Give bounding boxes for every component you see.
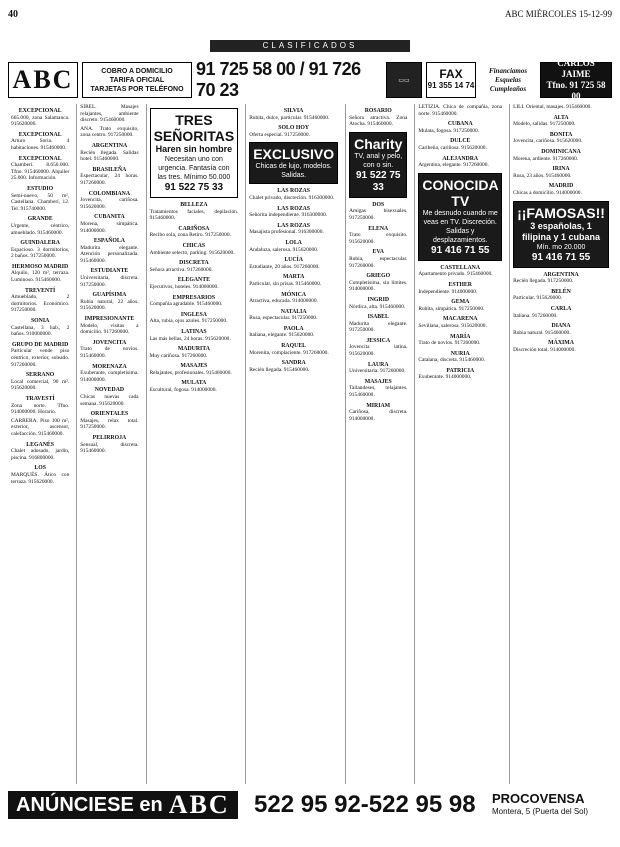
classified-entry: Morena, simpática. 914000000.: [80, 220, 139, 234]
classified-columns: [8, 104, 612, 784]
category-heading: RAQUEL: [281, 343, 307, 350]
classified-entry: Ejecutivos, hoteles. 914000000.: [149, 283, 219, 290]
category-heading: JESSICA: [366, 337, 391, 344]
order-line-1: COBRO A DOMICILIO: [101, 67, 173, 75]
classified-entry: Chicas a domicilio. 914000000.: [513, 189, 582, 196]
category-heading: MASAJES: [364, 378, 392, 385]
category-heading: PELIRROJA: [92, 434, 127, 441]
category-heading: ROSARIO: [364, 108, 392, 114]
classified-entry: Discreción total. 914000000.: [513, 346, 576, 353]
classified-entry: Recibo sola, zona Retiro. 917250000.: [149, 232, 231, 239]
category-heading: SERRANO: [25, 372, 55, 379]
classified-entry: Rusa, 23 años. 915460000.: [513, 172, 572, 179]
cassette-icon: ▭▭: [386, 62, 422, 98]
classified-entry: Castellana, 3 hab., 2 baños. 910000000.: [11, 324, 70, 338]
classified-entry: Arturo Soria. 4 habitaciones. 915460000.: [11, 138, 70, 151]
classified-entry: Las más bellas, 24 horas. 915620000.: [149, 335, 231, 342]
category-heading: MACARENA: [443, 316, 478, 323]
classified-entry: Morena, ardiente. 917260000.: [513, 155, 579, 162]
category-heading: DOS: [372, 201, 385, 208]
classified-entry: Masajista profesional. 916300000.: [249, 229, 324, 236]
display-ad: [418, 173, 502, 261]
anunciese-banner: [8, 791, 238, 819]
classified-entry: Señorita independiente. 916300000.: [249, 212, 328, 219]
category-heading: ALTA: [553, 114, 569, 121]
category-heading: BRASILEÑA: [92, 166, 127, 173]
category-heading: INGLESA: [180, 311, 207, 318]
classified-entry: Nórdica, alta. 915460000.: [349, 303, 406, 310]
category-heading: ARGENTINA: [91, 142, 128, 149]
classified-entry: Señora atractiva. Zona Atocha. 915460000.: [349, 114, 408, 128]
category-heading: CHICAS: [182, 242, 206, 249]
classified-entry: Independiente. 914000000.: [418, 288, 478, 295]
category-heading: ESTUDIANTE: [90, 268, 129, 275]
category-heading: ESTHER: [448, 281, 472, 288]
procovensa-name: PROCOVENSA: [492, 791, 585, 806]
ad-big: TRES SEÑORITAS: [153, 112, 235, 144]
classified-entry: Alquilo, 120 m², terraza. Luminoso. 915460000.: [11, 270, 70, 284]
column-7: [509, 104, 612, 784]
footer-phones: 522 95 92-522 95 98: [254, 791, 476, 818]
finance-line-1: Financiamos: [488, 66, 528, 75]
category-heading: DULCE: [450, 138, 471, 145]
classified-entry: Urgente, céntrico, amueblado. 915460000.: [11, 222, 70, 236]
ad-big: Charity: [354, 135, 403, 152]
category-heading: GUAPÍSIMA: [92, 292, 127, 299]
classified-entry: Recién llegada. 915460000.: [249, 366, 310, 373]
category-heading: HERMOSO MADRID: [12, 263, 69, 270]
category-heading: DISCRETA: [179, 260, 209, 267]
category-heading: DOMINICANA: [541, 148, 581, 155]
category-heading: CUBANITA: [94, 214, 125, 221]
classified-entry: Oferta especial. 917250000.: [249, 131, 310, 138]
classified-entry: Tratamientos faciales, depilación. 915460000.: [149, 208, 239, 222]
category-heading: COLOMBIANA: [88, 190, 131, 197]
category-heading: CARIÑOSA: [178, 225, 210, 232]
ad-mid: Haren sin hombre: [155, 144, 233, 154]
classified-entry: Amigas bisexuales. 917250000.: [349, 208, 408, 221]
category-heading: MADRID: [548, 183, 574, 190]
category-heading: ELEGANTE: [177, 277, 210, 284]
column-2: [76, 104, 141, 784]
category-heading: EXCEPCIONAL: [18, 131, 62, 138]
classified-entry: Sensual, discreta. 915460000.: [80, 441, 139, 455]
ad-big: EXCLUSIVO: [253, 146, 335, 163]
category-heading: ESTUDIO: [27, 185, 54, 192]
category-heading: SOLO HOY: [278, 125, 310, 132]
classified-entry: Universitaria. 917260000.: [349, 368, 406, 375]
procovensa-address: Montera, 5 (Puerta del Sol): [492, 807, 589, 816]
carlos-jaime-box: [540, 58, 612, 101]
category-heading: DIANA: [551, 323, 571, 330]
category-heading: PAOLA: [283, 325, 304, 332]
ad-sm: Me desnudo cuando me veas en TV. Discreción. Salidas y desplazamientos.: [422, 209, 498, 244]
classified-entry: Italiana. 917260000.: [513, 312, 558, 319]
category-heading: ISABEL: [367, 314, 389, 321]
category-heading: LAURA: [367, 361, 389, 368]
category-heading: GUINDALERA: [20, 240, 60, 247]
carlos-line-2: JAIME: [561, 69, 591, 79]
category-heading: LOLA: [285, 239, 302, 246]
classified-entry: Italiana, elegante. 915620000.: [249, 332, 315, 339]
classified-entry: Modelo, visitas a domicilio. 917260000.: [80, 322, 139, 336]
category-heading: MADURITA: [177, 346, 210, 353]
classified-entry: Exuberante, completísima. 914000000.: [80, 370, 139, 383]
category-heading: SILVIA: [283, 108, 304, 114]
category-heading: NURIA: [450, 350, 470, 357]
classified-entry: Atractiva, educada. 914000000.: [249, 298, 318, 305]
classified-entry: Trato de novios. 917260000.: [418, 340, 481, 347]
display-ad: [349, 132, 407, 198]
ad-sm: TV, anal y pelo, con o sin.: [354, 152, 403, 169]
category-heading: MÁXIMA: [548, 340, 574, 347]
category-heading: INGRID: [367, 296, 390, 303]
category-heading: LUCÍA: [284, 257, 303, 264]
classified-entry: Completísima, sin límites. 914000000.: [349, 279, 408, 293]
category-heading: EMPRESARIOS: [172, 294, 216, 301]
category-heading: PATRICIA: [446, 367, 475, 374]
category-heading: LAS ROZAS: [277, 222, 310, 229]
category-heading: MIRIAM: [366, 402, 391, 409]
category-heading: EXCEPCIONAL: [18, 108, 62, 114]
classified-entry: Modelo, salidas. 917250000.: [513, 121, 576, 128]
category-heading: JOVENCITA: [92, 339, 127, 346]
classified-entry: Morenita, complaciente. 917260000.: [249, 349, 329, 356]
abc-logo: ABC: [8, 62, 78, 98]
classified-entry: Universitaria, discreta. 917250000.: [80, 275, 139, 288]
category-heading: LOS: [34, 465, 46, 472]
order-line-3: TARJETAS POR TELÉFONO: [90, 85, 184, 93]
classified-entry: Particular vende piso céntrico, exterior, soleado. 917260000.: [11, 348, 70, 368]
category-heading: GRIEGO: [366, 273, 391, 280]
classified-entry: Alta, rubia, ojos azules. 917250000.: [149, 318, 228, 325]
order-line-2: TARIFA OFICIAL: [109, 76, 165, 84]
column-3: [146, 104, 242, 784]
category-heading: IRINA: [552, 166, 570, 173]
classified-entry: Recién llegada. 917250000.: [513, 278, 574, 285]
column-1: [8, 104, 72, 784]
classified-entry: LETIZIA. Chica de compañía, zona norte. 915460000.: [418, 104, 503, 117]
carlos-line-3: Tfno. 91 725 58 00: [546, 80, 606, 101]
classified-entry: Semi-nuevo, 50 m², Castellana. Chamberí, 12. Tel. 915740000.: [11, 192, 70, 212]
category-heading: ALEJANDRA: [442, 155, 479, 162]
classified-entry: Chalet adosado, jardín, piscina. 916800000.: [11, 448, 70, 461]
classified-entry: Masajes, relax total. 917250000.: [80, 417, 139, 431]
classified-entry: Jovencita, cariñosa. 915620000.: [513, 138, 583, 145]
section-title: CLASIFICADOS: [210, 40, 410, 52]
category-heading: MÓNICA: [281, 291, 307, 298]
display-ad: [513, 201, 609, 268]
classified-entry: Mulata, fogosa. 917250000.: [418, 127, 480, 134]
category-heading: BELÉN: [551, 288, 571, 295]
procovensa-box: [492, 792, 612, 818]
display-ad: [249, 142, 338, 184]
classified-entry: Compañía agradable. 915460000.: [149, 301, 223, 308]
ad-big: ¡¡FAMOSAS!!: [517, 204, 605, 221]
classified-entry: Zona norte. Tfno. 914000000. Horario.: [11, 402, 70, 416]
carlos-line-1: CARLOS: [557, 58, 595, 68]
classified-entry: Andaluza, salerosa. 915620000.: [249, 246, 319, 253]
classified-entry: Jovencita, cariñosa. 915620000.: [80, 197, 139, 210]
ad-mid: 3 españolas, 1 filipina y 1 cubana: [522, 220, 601, 242]
classified-entry: Chicas nuevas cada semana. 915620000.: [80, 393, 139, 407]
category-heading: GEMA: [451, 299, 470, 306]
classified-entry: Espacioso. 3 dormitorios, 2 baños. 917250000.: [11, 246, 70, 260]
classified-entry: Tailandeses, relajantes. 915460000.: [349, 385, 408, 399]
classified-entry: CARRERA. Piso 100 m², exterior, ascensor, calefacción. 915460000.: [11, 417, 70, 437]
classified-entry: LILI. Oriental, masajes. 915460000.: [513, 104, 592, 110]
classified-entry: Particular, sin prisas. 915460000.: [249, 280, 322, 287]
classified-entry: Rubita, simpática. 917250000.: [418, 305, 485, 312]
category-heading: NATALIA: [280, 308, 307, 315]
ad-price: 91 522 75 33: [164, 182, 224, 193]
finance-line-3: Cumpleaños: [489, 84, 527, 93]
category-heading: ESPAÑOLA: [93, 238, 125, 245]
classified-entry: Rubia, espectacular. 917260000.: [349, 255, 408, 269]
category-heading: EVA: [372, 249, 384, 256]
header-banner: [8, 58, 612, 101]
classified-entry: Caribeña, cariñosa. 915620000.: [418, 144, 487, 151]
classified-entry: ANA. Trato exquisito, zona centro. 917250000.: [80, 125, 139, 139]
classified-entry: Sevillana, salerosa. 915620000.: [418, 322, 487, 329]
classified-entry: Catalana, discreta. 915460000.: [418, 357, 486, 364]
category-heading: GRANDE: [27, 216, 53, 223]
column-5: [345, 104, 410, 784]
ad-price: 91 416 71 55: [531, 251, 591, 263]
header-phones: 91 725 58 00 / 91 726 70 23: [196, 59, 361, 100]
classified-entry: Argentina, elegante. 917260000.: [418, 162, 489, 169]
category-heading: MORENAZA: [92, 363, 127, 370]
classified-entry: Madurita elegante. 917250000.: [349, 320, 408, 334]
fax-title: FAX: [439, 67, 463, 81]
category-heading: GRUPO DE MADRID: [11, 341, 69, 348]
category-heading: MULATA: [181, 380, 207, 387]
category-heading: LATINAS: [181, 328, 207, 335]
classified-entry: Madurita elegante. Atención personalizada. 915460000.: [80, 244, 139, 264]
category-heading: EXCEPCIONAL: [18, 155, 62, 162]
category-heading: ORIENTALES: [90, 411, 129, 418]
category-heading: LEGANÉS: [26, 441, 54, 448]
ad-price: 91 416 71 55: [431, 244, 490, 256]
ad-sm: Chicas de lujo, modelos. Salidas.: [255, 163, 332, 180]
category-heading: LAS ROZAS: [277, 205, 310, 212]
classified-entry: Escultural, fogosa. 914000000.: [149, 387, 217, 394]
category-heading: ELENA: [368, 225, 389, 232]
classified-entry: Ambiente selecto, parking. 915620000.: [149, 249, 235, 256]
classified-entry: 665.000, zona Salamanca. 915620006.: [11, 114, 70, 128]
anunciese-text: ANÚNCIESE en: [16, 793, 163, 816]
order-info: [82, 62, 192, 98]
classified-entry: Jovencita latina. 915620000.: [349, 344, 408, 358]
classified-entry: Chalet privado, discreción. 916300000.: [249, 194, 335, 201]
classified-entry: Apartamento privado. 915460000.: [418, 271, 493, 278]
classified-entry: Rubia natural, 22 años. 915620000.: [80, 298, 139, 312]
fax-box: [426, 62, 476, 98]
ad-sm: Necesitan uno con urgencia. Fantasía con las tres. Mínimo 50.000: [157, 156, 231, 181]
classified-entry: Exuberante. 914000000.: [418, 374, 472, 381]
category-heading: BONITA: [549, 131, 573, 138]
page-header-line: [8, 6, 612, 22]
classified-entry: Relajantes, profesionales. 915460000.: [149, 369, 232, 376]
ad-big: CONOCIDA TV: [422, 176, 499, 209]
category-heading: MARTA: [283, 274, 305, 281]
category-heading: CUBANA: [447, 121, 473, 128]
category-heading: MARÍA: [450, 333, 471, 340]
classified-entry: Cariñosa, discreta. 914000000.: [349, 409, 408, 422]
category-heading: MASAJES: [180, 363, 208, 370]
category-heading: CARLA: [550, 305, 572, 312]
classified-entry: Trato de novios. 915460000.: [80, 346, 139, 359]
category-heading: IMPRESIONANTE: [84, 316, 135, 323]
classified-entry: Amueblado, 2 dormitorios. Económico. 917250000.: [11, 294, 70, 314]
masthead: ABC MIÉRCOLES 15-12-99: [504, 9, 612, 19]
ad-price: 91 522 75 33: [356, 169, 401, 193]
classified-entry: Espectacular, 24 horas. 917260000.: [80, 173, 139, 186]
category-heading: BELLEZA: [180, 202, 208, 208]
page-number: 40: [8, 8, 18, 20]
anunciese-abc: ABC: [168, 790, 230, 819]
display-ad: [150, 108, 239, 198]
category-heading: LAS ROZAS: [277, 188, 310, 195]
classified-entry: Rusa, espectacular. 917250000.: [249, 315, 318, 322]
classified-entry: Chamberí. 8.650.000. Tfno. 915460000. Alquiler 25.000. Información.: [11, 162, 70, 182]
classified-entry: Estudiante, 20 años. 917260000.: [249, 263, 320, 270]
finance-box: [480, 62, 536, 98]
classified-entry: MARQUÉS. Ático con terraza. 915620000.: [11, 471, 70, 485]
category-heading: NOVEDAD: [94, 387, 125, 394]
classified-entry: Rubia natural. 915460000.: [513, 329, 571, 336]
classified-entry: Local comercial, 90 m². 915620000.: [11, 378, 70, 392]
footer-banner: [8, 790, 612, 820]
classified-entry: Muy cariñosa. 917260000.: [149, 352, 208, 359]
category-heading: CASTELLANA: [440, 264, 481, 271]
category-heading: SANDRA: [281, 360, 306, 367]
column-4: [245, 104, 341, 784]
category-heading: TRAVESTÍ: [25, 395, 55, 402]
classified-entry: Recién llegada. Salidas hotel. 915460000.: [80, 149, 139, 163]
classified-entry: Rubita, dulce, particular. 915460000.: [249, 114, 330, 121]
classified-entry: Particular. 915620000.: [513, 295, 563, 302]
finance-line-2: Esquelas: [494, 75, 522, 84]
fax-number: 91 355 14 74: [427, 81, 475, 90]
category-heading: ARGENTINA: [543, 271, 579, 278]
ad-sm: Mín. mo 20.000: [536, 243, 586, 251]
category-heading: TREVENTÍ: [25, 287, 56, 294]
classified-entry: Señora atractiva. 917260000.: [149, 266, 213, 273]
classified-entry: SIREL. Masajes relajantes, ambiente discreto. 915460000.: [80, 104, 139, 124]
category-heading: SONIA: [30, 318, 50, 325]
classified-entry: Trato exquisito. 915620000.: [349, 232, 408, 245]
column-6: [414, 104, 505, 784]
